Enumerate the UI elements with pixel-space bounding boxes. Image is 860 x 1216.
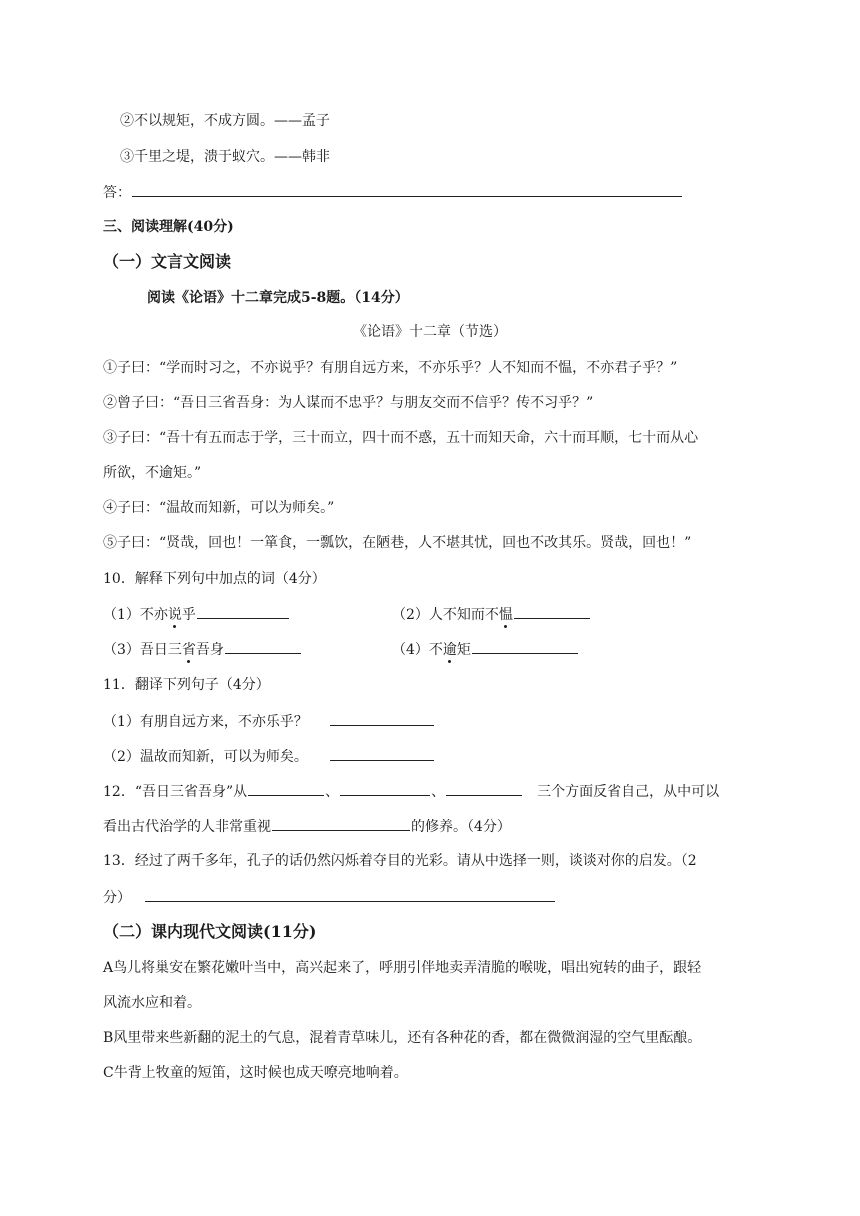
q12-line-1 xyxy=(103,781,719,802)
paragraph-b: B风里带来些新翻的泥土的气息，混着青草味儿，还有各种花的香，都在微微润湿的空气里酝酿。 xyxy=(103,1030,702,1046)
q11-sentence-2 xyxy=(103,746,435,767)
q12-blank-2[interactable] xyxy=(340,781,430,796)
q10-item-1-text-end: 乎 xyxy=(181,607,196,623)
paragraph-a-line-2: 风流水应和着。 xyxy=(103,995,201,1011)
q11-title: 11．翻译下列句子（4分） xyxy=(103,677,270,693)
q10-item-2 xyxy=(392,604,591,625)
q10-item-4 xyxy=(392,639,579,660)
q12-blank-1[interactable] xyxy=(248,781,324,796)
passage-title: 《论语》十二章（节选） xyxy=(353,324,507,340)
q12-text-a: 12．“吾日三省吾身”从 xyxy=(103,784,248,800)
q12-line-2 xyxy=(103,816,511,837)
q10-item-3-text-end: 吾身 xyxy=(195,642,224,658)
q10-item-4-text: （4）不 xyxy=(392,642,443,658)
paragraph-a-line-1: A鸟儿将巢安在繁花嫩叶当中，高兴起来了，呼朋引伴地卖弄清脆的喉咙，唱出宛转的曲子，跟轻 xyxy=(103,960,702,976)
q10-item-1-text: （1）不亦 xyxy=(103,607,168,623)
answer-blank[interactable] xyxy=(132,182,682,197)
q12-blank-4[interactable] xyxy=(272,816,410,831)
q10-item-1 xyxy=(103,604,290,625)
reading-instruction: 阅读《论语》十二章完成5-8题。（14分） xyxy=(147,290,409,306)
q10-item-1-dotted-word: 说 xyxy=(167,607,182,623)
analects-line-2: ②曾子曰：“吾日三省吾身：为人谋而不忠乎？与朋友交而不信乎？传不习乎？” xyxy=(103,395,594,411)
q10-item-1-blank[interactable] xyxy=(197,604,289,619)
q10-item-2-dotted-word: 愠 xyxy=(498,607,513,623)
q12-sep-2: 、 xyxy=(431,784,446,800)
q10-item-4-dotted-word: 逾 xyxy=(442,642,457,658)
subsection-classical-chinese: （一）文言文阅读 xyxy=(103,252,232,271)
quote-hanfei: ③千里之堤，溃于蚁穴。——韩非 xyxy=(120,149,330,165)
q11-sentence-1-blank[interactable] xyxy=(330,711,434,726)
q13-text-b: 分） xyxy=(103,890,131,906)
q10-item-3-blank[interactable] xyxy=(225,639,301,654)
q10-item-3-dotted-word: 省 xyxy=(181,642,196,658)
q11-sentence-1-text: （1）有朋自远方来，不亦乐乎？ xyxy=(103,714,308,730)
q13-blank[interactable] xyxy=(145,887,555,902)
q13-line-2 xyxy=(103,887,556,908)
analects-line-3a: ③子曰：“吾十有五而志于学，三十而立，四十而不惑，五十而知天命，六十而耳顺，七十而从心 xyxy=(103,430,699,446)
subsection-modern-reading: （二）课内现代文阅读(11分) xyxy=(103,922,317,941)
q10-item-2-blank[interactable] xyxy=(514,604,590,619)
answer-line xyxy=(103,182,683,203)
analects-line-5: ⑤子曰：“贤哉，回也！一箪食，一瓢饮，在陋巷，人不堪其忧，回也不改其乐。贤哉，回也！” xyxy=(103,535,692,551)
q11-sentence-2-text: （2）温故而知新，可以为师矣。 xyxy=(103,749,308,765)
q10-item-3-text: （3）吾日三 xyxy=(103,642,182,658)
analects-line-3b: 所欲，不逾矩。” xyxy=(103,465,202,481)
q13-line-1: 13．经过了两千多年，孔子的话仍然闪烁着夺目的光彩。请从中选择一则，谈谈对你的启发。（2 xyxy=(103,853,697,869)
paragraph-c: C牛背上牧童的短笛，这时候也成天嘹亮地响着。 xyxy=(103,1065,408,1081)
q12-sep-1: 、 xyxy=(325,784,340,800)
answer-label: 答： xyxy=(103,185,131,201)
q10-item-3 xyxy=(103,639,302,660)
q12-text-c: 看出古代治学的人非常重视 xyxy=(103,819,271,835)
q10-item-4-blank[interactable] xyxy=(472,639,578,654)
q10-title: 10．解释下列句中加点的词（4分） xyxy=(103,571,326,587)
q11-sentence-2-blank[interactable] xyxy=(330,746,434,761)
analects-line-1: ①子曰：“学而时习之，不亦说乎？有朋自远方来，不亦乐乎？人不知而不愠，不亦君子乎？” xyxy=(103,360,678,376)
q12-text-b: 三个方面反省自己，从中可以 xyxy=(537,784,720,800)
q10-item-4-text-end: 矩 xyxy=(456,642,471,658)
quote-mencius: ②不以规矩，不成方圆。——孟子 xyxy=(120,113,330,129)
analects-line-4: ④子曰：“温故而知新，可以为师矣。” xyxy=(103,500,335,516)
q11-sentence-1 xyxy=(103,711,435,732)
section-title-reading: 三、阅读理解(40分) xyxy=(103,219,234,235)
q12-text-d: 的修养。（4分） xyxy=(411,819,511,835)
q12-blank-3[interactable] xyxy=(446,781,522,796)
q10-item-2-text: （2）人不知而不 xyxy=(392,607,499,623)
